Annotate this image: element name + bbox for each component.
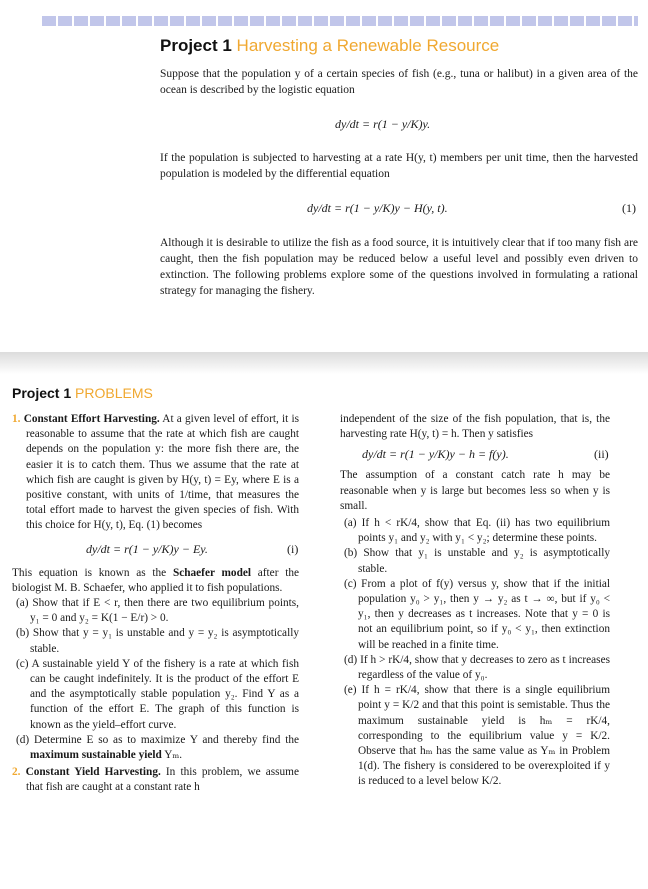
constant-yield-equation: dy/dt = r(1 − y/K)y − h = f(y). — [362, 447, 509, 462]
problem-1b: (b) Show that y = y₁ is unstable and y = y₂ is asymptotically stable. — [16, 627, 299, 655]
problem-2-heading: Constant Yield Harvesting. — [25, 766, 161, 779]
schaefer-equation-number: (i) — [287, 541, 299, 556]
harvest-equation: dy/dt = r(1 − y/K)y − H(y, t). — [307, 201, 448, 215]
problem-1c: (c) A sustainable yield Y of the fishery is a rate at which fish can be caught indefinitely. It is the product of the effort E and the asymptotically stable population y₂. Find Y as a function of the effort E. The graph of this function is known as the yield–effort curve. — [16, 657, 299, 731]
problem-2a: (a) If h < rK/4, show that Eq. (ii) has two equilibrium points y₁ and y₂ with y₁ < y₂; determine these points. — [344, 517, 610, 545]
harvest-equation-number: (1) — [622, 201, 636, 215]
intro-paragraph-1: Suppose that the population y of a certain species of fish (e.g., tuna or halibut) in a given area of the ocean is described by the logistic equation — [160, 68, 638, 96]
problem-1a: (a) Show that if E < r, then there are two equilibrium points, y₁ = 0 and y₂ = K(1 − E/r) > 0. — [16, 597, 299, 625]
logistic-equation: dy/dt = r(1 − y/K)y. — [335, 117, 431, 131]
project-title — [160, 36, 499, 56]
problems-title — [12, 385, 153, 401]
problem-2b: (b) Show that y₁ is unstable and y₂ is asymptotically stable. — [344, 547, 610, 575]
intro-paragraph-2: If the population is subjected to harvesting at a rate H(y, t) members per unit time, then the harvested population is modeled by the differential equation — [160, 152, 638, 180]
header-stripe — [42, 16, 638, 26]
problem-2c: (c) From a plot of f(y) versus y, show that if the initial population y₀ > y₁, then y → y₂ as t → ∞, but if y₀ < y₁, then y decreases as t increases. Note that y = 0 is not an equilibrium point, so if y₀ < y₁, then extinction will be reached in a finite time. — [344, 577, 610, 651]
left-column — [12, 412, 299, 796]
constant-yield-equation-number: (ii) — [594, 447, 609, 462]
section-divider — [0, 352, 648, 374]
constant-catch-assumption: The assumption of a constant catch rate h may be reasonable when y is large but becomes less so when y is small. — [340, 469, 610, 512]
problem-2-continued: independent of the size of the fish population, that is, the harvesting rate H(y, t) = h. Then y satisfies — [340, 413, 610, 441]
problem-2d: (d) If h > rK/4, show that y decreases to zero as t increases regardless of the value of y₀. — [344, 653, 610, 682]
problem-1-heading: Constant Effort Harvesting. — [23, 413, 160, 425]
schaefer-note: This equation is known as the Schaefer model after the biologist M. B. Schaefer, who applied it to fish populations. — [12, 566, 299, 594]
problems-heading: PROBLEMS — [75, 385, 153, 401]
problem-2: 2. Constant Yield Harvesting. In this problem, we assume that fish are caught at a constant rate h — [12, 766, 299, 794]
problems-label: Project 1 — [12, 385, 72, 401]
problem-1: 1. Constant Effort Harvesting. At a given level of effort, it is reasonable to assume that the rate at which fish are caught depends on the population y: the more fish there are, the easier it is to catch them. Thus we assume that the rate at which fish are caught is given by H(y, t) = Ey, where E is a positive constant, with units of 1/time, that measures the total effort made to harvest the given species of fish. With this choice for H(y, t), Eq. (1) becomes — [12, 413, 300, 532]
project-name: Harvesting a Renewable Resource — [236, 36, 500, 55]
project-label: Project 1 — [160, 36, 232, 55]
intro-paragraph-3: Although it is desirable to utilize the fish as a food source, it is intuitively clear that if too many fish are caught, then the fish population may be reduced below a useful level and possibly even driven to extinction. The following problems explore some of the questions involved in formulating a rational strategy for managing the fishery. — [160, 237, 638, 297]
problem-1d: (d) Determine E so as to maximize Y and thereby find the maximum sustainable yield Yₘ. — [16, 733, 299, 762]
problem-2e: (e) If h = rK/4, show that there is a single equilibrium point y = K/2 and that this point is semistable. Thus the maximum sustainable yield is hₘ = rK/4, corresponding to the equilibrium value y = K/2. Observe that hₘ has the same value as Yₘ in Problem 1(d). The fishery is considered to be overexploited if y is reduced to a level below K/2. — [344, 684, 610, 788]
right-column — [340, 412, 610, 790]
schaefer-equation: dy/dt = r(1 − y/K)y − Ey. — [86, 541, 208, 556]
